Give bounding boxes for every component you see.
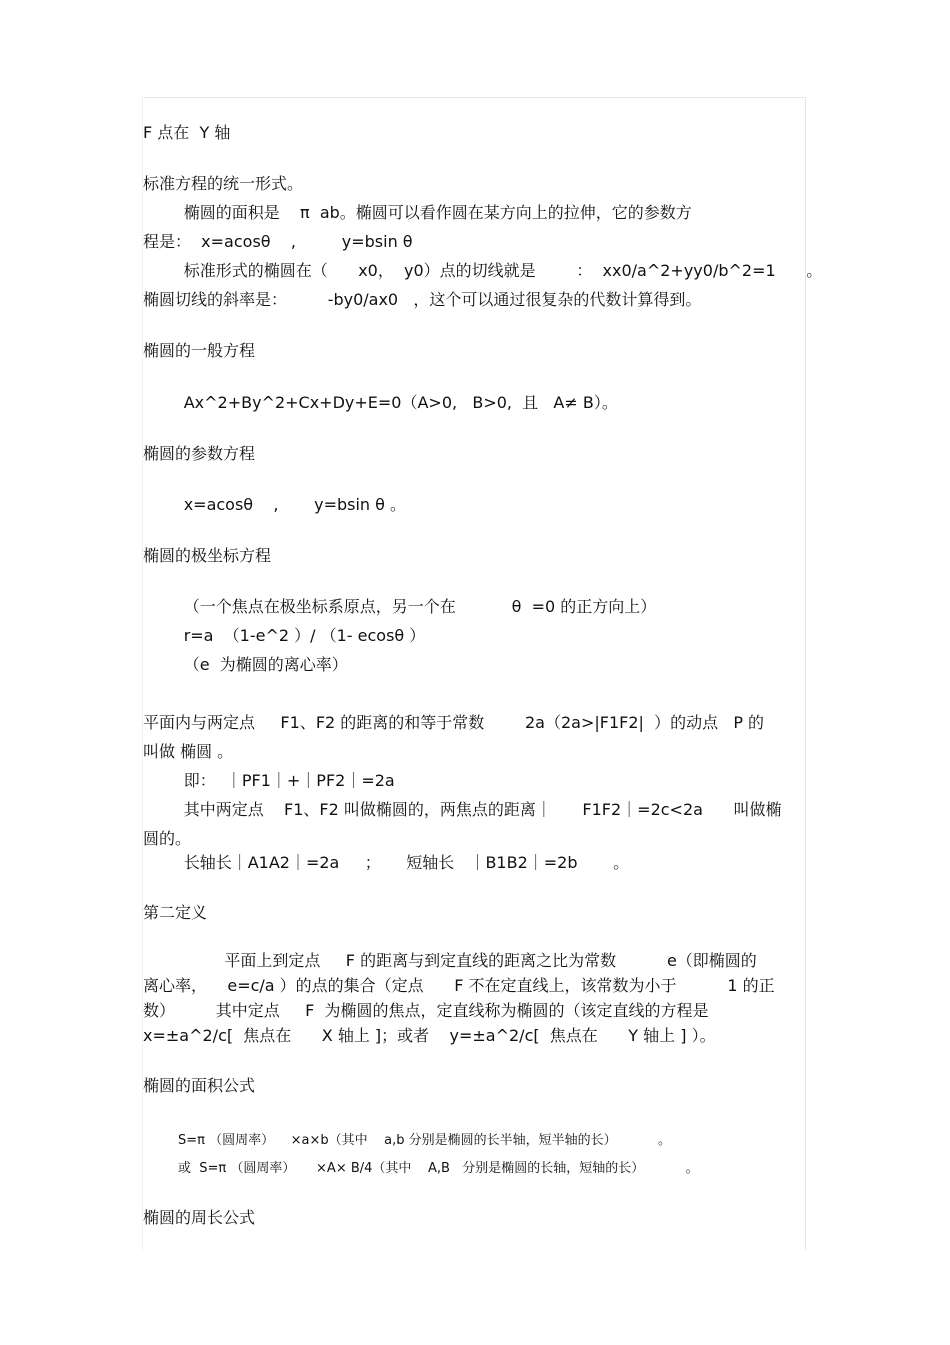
text-line: 椭圆的面积公式 bbox=[143, 1076, 256, 1095]
text-line: （e 为椭圆的离心率） bbox=[143, 655, 348, 674]
text-line: F 点在 Y 轴 bbox=[143, 123, 231, 142]
text-line: （一个焦点在极坐标系原点，另一个在 θ =0 的正方向上） bbox=[143, 597, 657, 616]
text-line: 平面上到定点 F 的距离与到定直线的距离之比为常数 e（即椭圆的 bbox=[143, 951, 757, 970]
text-line: 椭圆的一般方程 bbox=[143, 341, 256, 360]
frame-gap-2 bbox=[806, 1048, 808, 1074]
text-line: 叫做 椭圆 。 bbox=[143, 742, 234, 761]
text-line: 其中两定点 F1、F2 叫做椭圆的，两焦点的距离｜ F1F2｜=2c<2a 叫做椭 bbox=[143, 800, 782, 819]
text-line: 长轴长｜A1A2｜=2a ； 短轴长 ｜B1B2｜=2b 。 bbox=[143, 853, 630, 872]
formula-line: 或 S=π （圆周率） ×A× B/4（其中 A,B 分别是椭圆的长轴，短轴的长） 。 bbox=[178, 1161, 699, 1176]
formula-line: S=π （圆周率） ×a×b（其中 a,b 分别是椭圆的长半轴，短半轴的长） 。 bbox=[178, 1133, 671, 1148]
frame-gap bbox=[806, 848, 808, 900]
text-line: 标准形式的椭圆在（ x0， y0）点的切线就是 ： xx0/a^2+yy0/b^2=1 。 bbox=[143, 261, 823, 280]
text-line: 椭圆的极坐标方程 bbox=[143, 546, 272, 565]
text-line: 程是： x=acosθ , y=bsin θ bbox=[143, 232, 413, 251]
text-line: 椭圆切线的斜率是： -by0/ax0 ，这个可以通过很复杂的代数计算得到。 bbox=[143, 290, 702, 309]
text-line: x=±a^2/c[ 焦点在 X 轴上 ]；或者 y=±a^2/c[ 焦点在 Y 轴上 ] ）。 bbox=[143, 1026, 716, 1045]
text-line: 第二定义 bbox=[143, 903, 208, 922]
text-line: 椭圆的面积是 π ab。椭圆可以看作圆在某方向上的拉伸，它的参数方 bbox=[143, 203, 692, 222]
text-line: Ax^2+By^2+Cx+Dy+E=0（A>0, B>0, 且 A≠ B）。 bbox=[143, 393, 618, 412]
text-line: 椭圆的周长公式 bbox=[143, 1208, 256, 1227]
text-line: 椭圆的参数方程 bbox=[143, 444, 256, 463]
text-line: x=acosθ , y=bsin θ 。 bbox=[143, 495, 407, 514]
text-line: 平面内与两定点 F1、F2 的距离的和等于常数 2a（2a>|F1F2| ）的动点 P 的 bbox=[143, 713, 765, 732]
text-line: 数） 其中定点 F 为椭圆的焦点，定直线称为椭圆的（该定直线的方程是 bbox=[143, 1001, 709, 1020]
text-line: 标准方程的统一形式。 bbox=[143, 174, 304, 193]
text-line: 圆的。 bbox=[143, 829, 192, 848]
text-line: 离心率， e=c/a ）的点的集合（定点 F 不在定直线上，该常数为小于 1 的正 bbox=[143, 976, 775, 995]
text-line: r=a （1-e^2 ）/ （1- ecosθ ） bbox=[143, 626, 426, 645]
text-line: 即： ｜PF1｜+｜PF2｜=2a bbox=[143, 771, 395, 790]
